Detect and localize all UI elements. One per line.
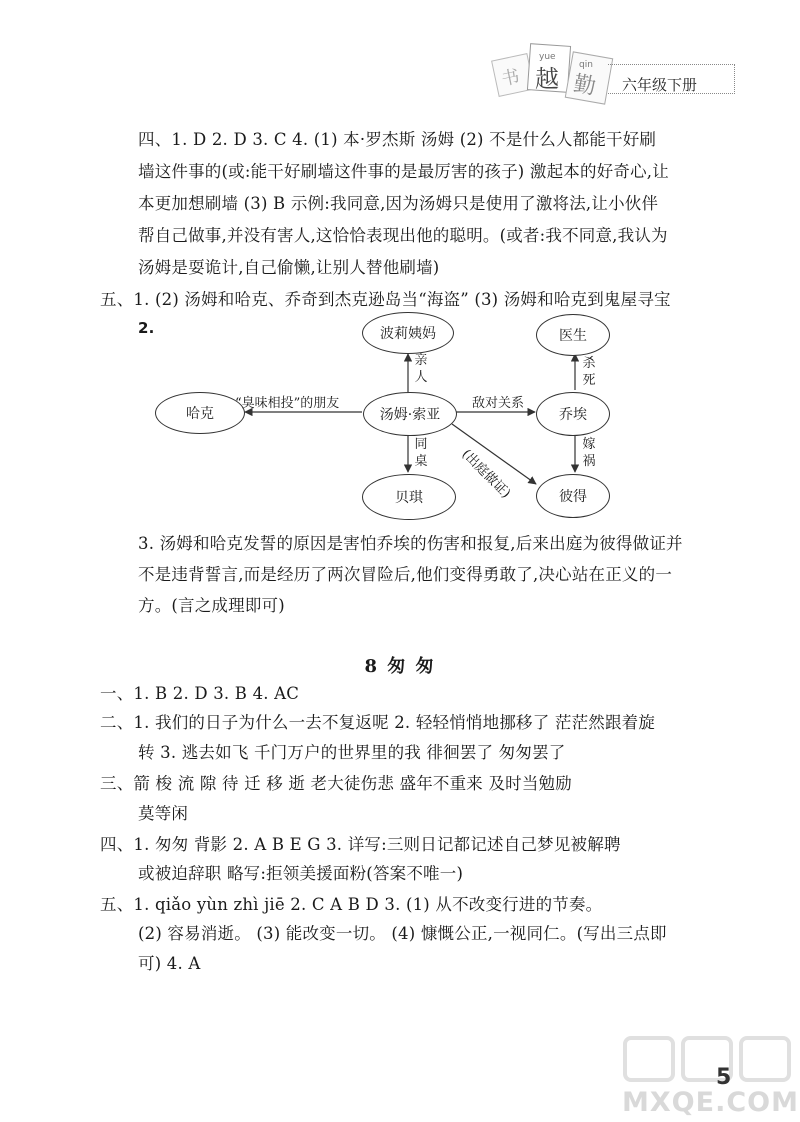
sec8-q5-line-3: 可) 4. A bbox=[138, 954, 201, 973]
node-peter-label: 彼得 bbox=[559, 489, 587, 505]
edge-label-relatives: 亲人 bbox=[414, 353, 428, 385]
sec8-q5-line-2: (2) 容易消逝。 (3) 能改变一切。 (4) 慷慨公正,一视同仁。(写出三点即 bbox=[138, 924, 667, 943]
node-becky-label: 贝琪 bbox=[395, 490, 423, 506]
node-doctor-label: 医生 bbox=[559, 328, 587, 344]
edge-label-murder: 杀死 bbox=[582, 356, 596, 388]
edge-label-friends: “臭味相投”的朋友 bbox=[235, 396, 340, 411]
svg-text:书: 书 bbox=[499, 65, 522, 91]
node-joe bbox=[536, 392, 610, 436]
sec8-q2-line-2: 转 3. 逃去如飞 千门万户的世界里的我 徘徊罢了 匆匆罢了 bbox=[138, 743, 566, 762]
node-huck bbox=[155, 392, 245, 434]
node-doctor bbox=[536, 314, 610, 356]
character-relationship-diagram bbox=[150, 312, 620, 527]
q4-line-5: 汤姆是耍诡计,自己偷懒,让别人替他刷墙) bbox=[138, 258, 440, 277]
q4-line-1: 四、1. D 2. D 3. C 4. (1) 本·罗杰斯 汤姆 (2) 不是什么人都能干好刷 bbox=[138, 130, 657, 149]
sec8-q3-line-1: 三、箭 梭 流 隙 待 迁 移 逝 老大徒伤悲 盛年不重来 及时当勉励 bbox=[100, 774, 572, 793]
q5-item3-line-2: 不是违背誓言,而是经历了两次冒险后,他们变得勇敢了,决心站在正义的一 bbox=[138, 565, 673, 584]
node-peter bbox=[536, 474, 610, 518]
svg-text:勤: 勤 bbox=[571, 71, 598, 101]
node-aunt-polly-label: 波莉姨妈 bbox=[380, 326, 436, 342]
node-becky bbox=[362, 474, 456, 520]
section-title: 8 匆 匆 bbox=[364, 656, 436, 677]
q4-line-3: 本更加想刷墙 (3) B 示例:我同意,因为汤姆只是使用了激将法,让小伙伴 bbox=[138, 194, 659, 213]
edge-label-classmate: 同桌 bbox=[414, 437, 428, 469]
sec8-q5-line-1: 五、1. qiǎo yùn zhì jiē 2. C A B D 3. (1) 从不改变行进的节奏。 bbox=[100, 895, 603, 914]
node-aunt-polly bbox=[362, 312, 454, 354]
edge-label-frame: 嫁祸 bbox=[582, 437, 596, 469]
q5-item-2-number: 2. bbox=[138, 319, 155, 337]
node-tom-sawyer-label: 汤姆·索亚 bbox=[379, 407, 441, 423]
node-huck-label: 哈克 bbox=[186, 406, 214, 422]
watermark-text: MXQE.COM bbox=[622, 1087, 799, 1118]
sec8-q1: 一、1. B 2. D 3. B 4. AC bbox=[100, 684, 300, 703]
page-number: 5 bbox=[716, 1065, 732, 1090]
grade-label: 六年级下册 bbox=[622, 76, 698, 94]
q4-line-4: 帮自己做事,并没有害人,这恰恰表现出他的聪明。(或者:我不同意,我认为 bbox=[138, 226, 668, 245]
node-joe-label: 乔埃 bbox=[559, 407, 587, 423]
q5-line-1: 五、1. (2) 汤姆和哈克、乔奇到杰克逊岛当“海盗” (3) 汤姆和哈克到鬼屋寻宝 bbox=[100, 290, 671, 309]
sec8-q2-line-1: 二、1. 我们的日子为什么一去不复返呢 2. 轻轻悄悄地挪移了 茫茫然跟着旋 bbox=[100, 713, 656, 732]
q4-line-2: 墙这件事的(或:能干好刷墙这件事的是最厉害的孩子) 激起本的好奇心,让 bbox=[138, 162, 669, 181]
svg-text:越: 越 bbox=[535, 65, 559, 93]
publisher-logo bbox=[487, 35, 622, 120]
sec8-q4-line-2: 或被迫辞职 略写:拒领美援面粉(答案不唯一) bbox=[138, 864, 464, 883]
edge-label-enemies: 敌对关系 bbox=[472, 396, 525, 411]
edge-label-testify: (出庭做证) bbox=[458, 446, 514, 502]
q5-item3-line-3: 方。(言之成理即可) bbox=[138, 596, 285, 615]
svg-text:qin: qin bbox=[579, 60, 593, 70]
sec8-q4-line-1: 四、1. 匆匆 背影 2. A B E G 3. 详写:三则日记都记述自己梦见被解聘 bbox=[100, 835, 621, 854]
q5-item3-line-1: 3. 汤姆和哈克发誓的原因是害怕乔埃的伤害和报复,后来出庭为彼得做证并 bbox=[138, 534, 683, 553]
svg-text:yue: yue bbox=[539, 52, 556, 62]
sec8-q3-line-2: 莫等闲 bbox=[138, 804, 189, 823]
node-tom-sawyer bbox=[363, 392, 457, 436]
